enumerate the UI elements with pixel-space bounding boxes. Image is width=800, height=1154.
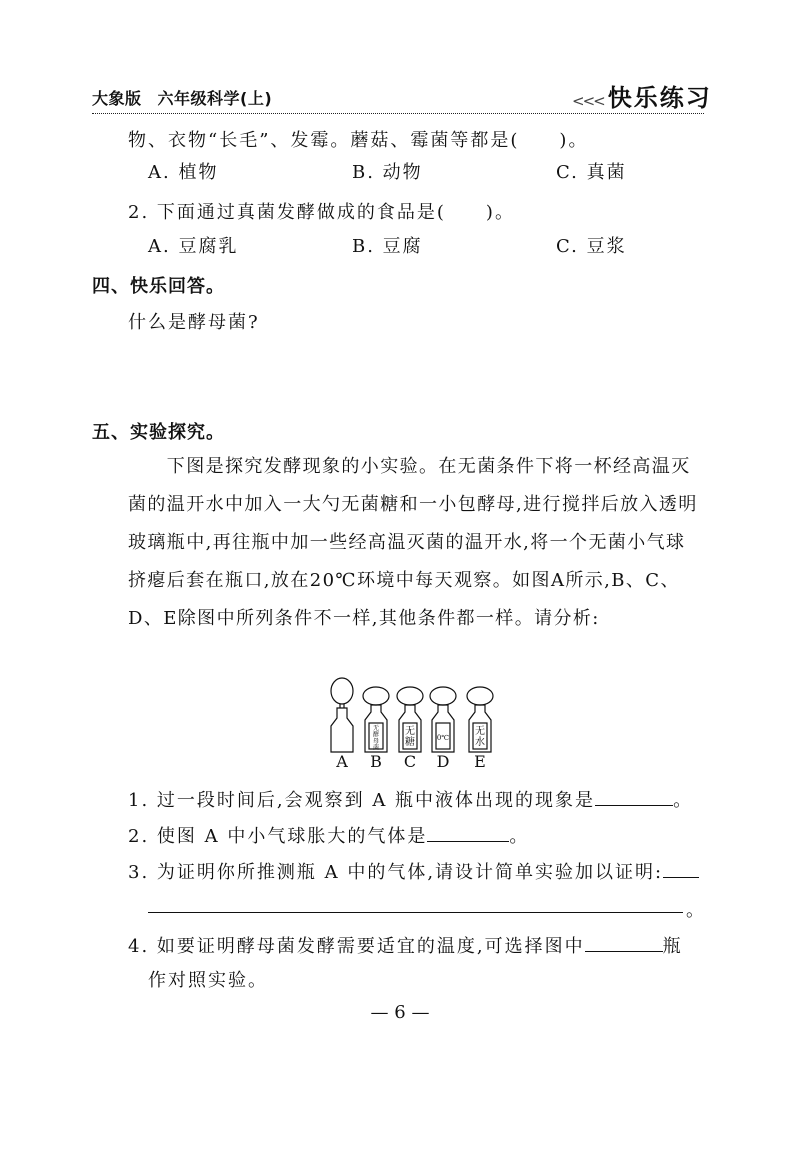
- bottle-b-condition: 无酵母菌: [372, 725, 380, 752]
- header-right: [572, 78, 712, 113]
- bottle-d: [430, 687, 456, 752]
- page-number: — 6 —: [370, 1002, 430, 1023]
- header-divider: [92, 113, 704, 114]
- bottle-c-condition: 无糖: [405, 726, 415, 748]
- bottle-e-condition: 无水: [475, 726, 485, 748]
- experiment-paragraph: 下图是探究发酵现象的小实验。在无菌条件下将一杯经高温灭菌的温开水中加入一大勺无菌糖和一小包酵母,进行搅拌后放入透明玻璃瓶中,再往瓶中加一些经高温灭菌的温开水,将一个无菌小气球挤瘪后套在瓶口,放在20℃环境中每天观察。如图A所示,B、C、D、E除图中所列条件不一样,其他条件都一样。请分析:: [128, 456, 698, 629]
- question-4-continued: 作对照实验。: [148, 970, 268, 991]
- bottle-d-condition: 0℃: [436, 734, 450, 742]
- section-4-question: 什么是酵母菌?: [128, 312, 260, 333]
- question-2-text: 2. 使图 A 中小气球胀大的气体是: [128, 826, 428, 847]
- option-b: B. 动物: [352, 162, 423, 183]
- period: 。: [686, 900, 706, 921]
- chevron-left-icon: <<<: [572, 92, 604, 110]
- answer-line-3b[interactable]: [148, 912, 683, 913]
- period: 。: [673, 790, 694, 811]
- question-4-text: 4. 如要证明酵母菌发酵需要适宜的温度,可选择图中: [128, 936, 585, 957]
- section-5-title: 五、实验探究。: [92, 422, 225, 443]
- option-a: A. 豆腐乳: [148, 236, 239, 257]
- publisher-label: 大象版: [92, 89, 142, 108]
- answer-blank-3a[interactable]: [663, 859, 699, 878]
- question-2-text: 2. 下面通过真菌发酵做成的食品是( )。: [128, 202, 515, 223]
- question-1-text: 1. 过一段时间后,会观察到 A 瓶中液体出现的现象是: [128, 790, 596, 811]
- question-continued-text: 物、衣物“长毛”、发霉。蘑菇、霉菌等都是( )。: [128, 130, 589, 151]
- answer-blank-4[interactable]: [585, 933, 663, 952]
- question-3-text: 3. 为证明你所推测瓶 A 中的气体,请设计简单实验加以证明:: [128, 862, 664, 883]
- answer-blank-1[interactable]: [595, 787, 673, 806]
- option-a: A. 植物: [148, 162, 219, 183]
- bottle-label-d: D: [436, 752, 450, 771]
- option-c: C. 真菌: [556, 162, 627, 183]
- bottle-label-b: B: [370, 752, 382, 771]
- question-4-suffix: 瓶: [662, 936, 683, 957]
- bottle-label-c: C: [403, 752, 417, 771]
- header-title: 快乐练习: [607, 84, 712, 112]
- experiment-figure: [320, 674, 510, 774]
- bottle-label-a: A: [336, 752, 348, 771]
- answer-blank-2[interactable]: [427, 823, 509, 842]
- question-3: [128, 858, 699, 884]
- period: 。: [509, 826, 530, 847]
- question-4: [128, 932, 683, 958]
- subject-label: 六年级科学(上): [157, 89, 273, 108]
- option-c: C. 豆浆: [556, 236, 627, 257]
- header-left: [92, 86, 288, 109]
- option-b: B. 豆腐: [352, 236, 423, 257]
- bottle-a: [331, 678, 353, 752]
- question-2: [128, 822, 529, 848]
- bottle-label-e: E: [474, 752, 486, 771]
- section-4-title: 四、快乐回答。: [92, 276, 225, 297]
- question-1: [128, 786, 693, 812]
